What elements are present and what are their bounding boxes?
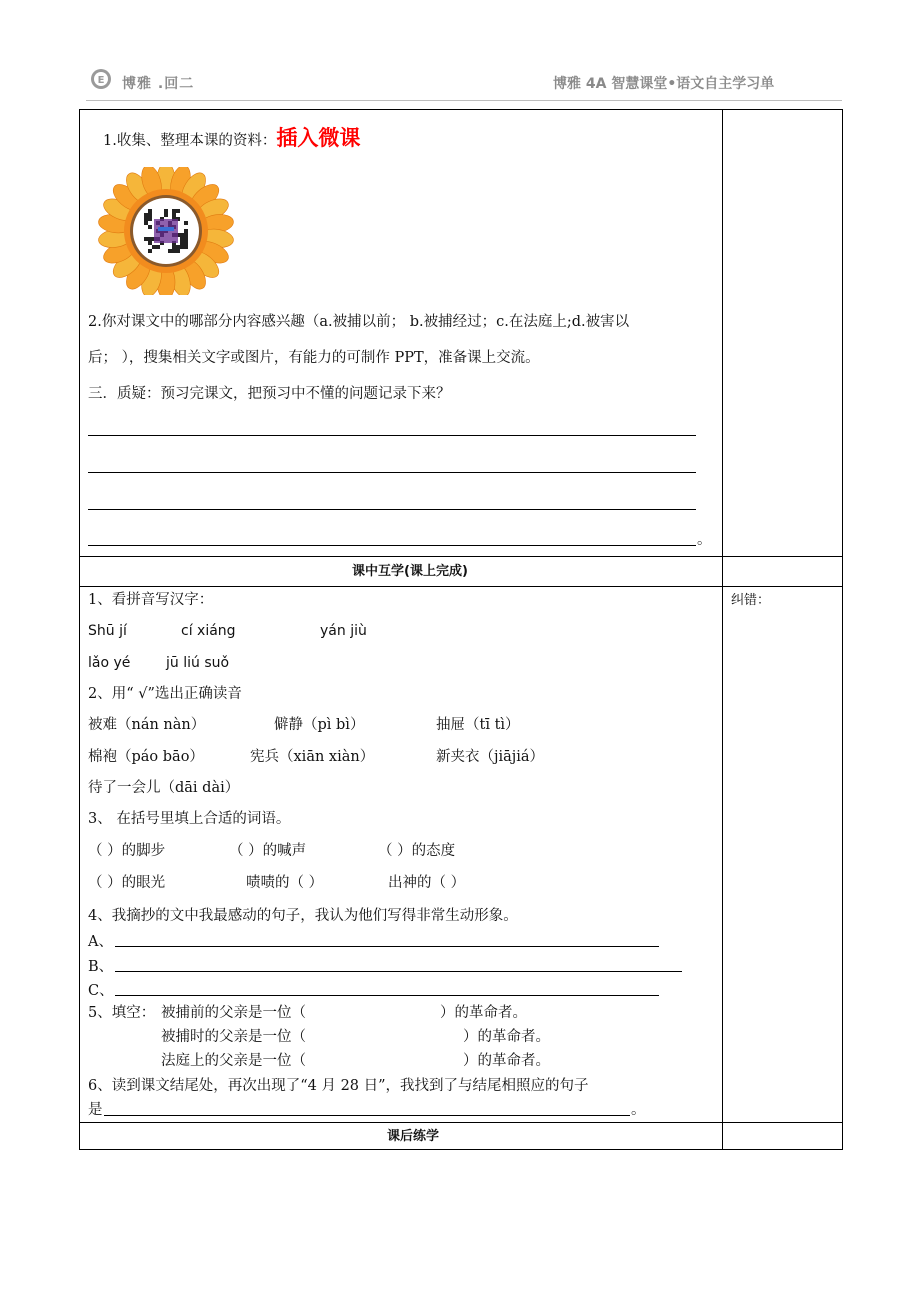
q1-title: 1、看拼音写汉字： bbox=[88, 592, 214, 608]
reading-choice[interactable]: 被难（nán nàn） bbox=[88, 717, 206, 733]
table-border-top bbox=[79, 109, 843, 110]
reading-choice[interactable]: 棉袍（páo bāo） bbox=[88, 749, 204, 765]
q5-line-start: 被捕前的父亲是一位（ bbox=[161, 1005, 306, 1021]
table-divider bbox=[79, 586, 843, 587]
item1-label: 1.收集、整理本课的资料： bbox=[103, 133, 277, 149]
q2-title: 2、用“ √”选出正确读音 bbox=[88, 686, 242, 702]
q4-label-a: A、 bbox=[88, 934, 113, 950]
prestudy-item1 bbox=[103, 126, 361, 150]
pinyin-item: lǎo yé bbox=[88, 655, 131, 671]
table-column-divider bbox=[722, 109, 723, 1150]
micro-lesson-qr-sunflower-icon[interactable] bbox=[94, 167, 238, 295]
header-rule bbox=[86, 100, 842, 101]
prestudy-item2-line1: 2.你对课文中的哪部分内容感兴趣（a.被捕以前； b.被捕经过；c.在法庭上;d.被害以 bbox=[88, 314, 630, 330]
answer-line[interactable] bbox=[88, 545, 696, 546]
table-divider bbox=[79, 1122, 843, 1123]
prestudy-item2-line2: 后； ），搜集相关文字或图片，有能力的可制作 PPT，准备课上交流。 bbox=[88, 350, 540, 366]
q4-title: 4、我摘抄的文中我最感动的句子，我认为他们写得非常生动形象。 bbox=[88, 908, 518, 924]
pinyin-item: cí xiáng bbox=[181, 623, 236, 639]
table-border-bottom bbox=[79, 1149, 843, 1150]
pinyin-item: jū liú suǒ bbox=[166, 655, 230, 671]
q5-line-start: 法庭上的父亲是一位（ bbox=[161, 1053, 306, 1069]
q5-prefix: 5、填空： bbox=[88, 1005, 156, 1021]
svg-text:E: E bbox=[97, 75, 105, 86]
fill-blank[interactable]: 出神的（ ） bbox=[388, 875, 466, 891]
q5-line-end: ）的革命者。 bbox=[440, 1005, 527, 1021]
q4-label-b: B、 bbox=[88, 959, 114, 975]
q5-line-start: 被捕时的父亲是一位（ bbox=[161, 1029, 306, 1045]
answer-line[interactable] bbox=[115, 946, 659, 947]
fill-blank[interactable]: （ ）的眼光 bbox=[88, 875, 166, 891]
micro-lesson-link[interactable]: 插入微课 bbox=[276, 126, 361, 150]
q5-line-end: ）的革命者。 bbox=[463, 1053, 550, 1069]
q3-title: 3、 在括号里填上合适的词语。 bbox=[88, 811, 291, 827]
inclass-heading: 课中互学(课上完成) bbox=[352, 564, 468, 579]
fill-blank[interactable]: （ ）的脚步 bbox=[88, 843, 166, 859]
fill-blank[interactable]: （ ）的态度 bbox=[378, 843, 456, 859]
table-border-right bbox=[842, 109, 843, 1150]
q6-line2-end: 。 bbox=[631, 1102, 646, 1118]
q6-line1: 6、读到课文结尾处，再次出现了“4 月 28 日”，我找到了与结尾相照应的句子 bbox=[88, 1078, 589, 1094]
answer-line[interactable] bbox=[88, 509, 696, 510]
reading-choice[interactable]: 新夹衣（jiājiá） bbox=[436, 749, 545, 765]
prestudy-item3: 三．质疑：预习完课文，把预习中不懂的问题记录下来？ bbox=[88, 386, 451, 402]
header-brand-text: 博雅 .回二 bbox=[122, 76, 195, 92]
q5-line-end: ）的革命者。 bbox=[463, 1029, 550, 1045]
answer-line[interactable] bbox=[88, 472, 696, 473]
table-border-left bbox=[79, 109, 80, 1150]
reading-choice[interactable]: 抽屉（tī tì） bbox=[436, 717, 520, 733]
end-mark: 。 bbox=[697, 532, 712, 548]
answer-line[interactable] bbox=[104, 1115, 630, 1116]
brand-logo-icon bbox=[90, 68, 112, 90]
fill-blank[interactable]: 啧啧的（ ） bbox=[246, 875, 324, 891]
q6-line2-start: 是 bbox=[88, 1102, 103, 1118]
q4-label-c: C、 bbox=[88, 983, 114, 999]
answer-line[interactable] bbox=[88, 435, 696, 436]
reading-choice[interactable]: 僻静（pì bì） bbox=[274, 717, 365, 733]
fill-blank[interactable]: （ ）的喊声 bbox=[229, 843, 307, 859]
afterclass-heading: 课后练学 bbox=[387, 1129, 440, 1144]
header-brand-block bbox=[88, 66, 288, 96]
pinyin-item: Shū jí bbox=[88, 623, 127, 639]
answer-line[interactable] bbox=[115, 971, 682, 972]
answer-line[interactable] bbox=[115, 995, 659, 996]
correction-label: 纠错： bbox=[731, 593, 771, 608]
header-title: 博雅 4A 智慧课堂•语文自主学习单 bbox=[553, 76, 775, 92]
reading-choice[interactable]: 宪兵（xiān xiàn） bbox=[250, 749, 375, 765]
reading-choice[interactable]: 待了一会儿（dāi dài） bbox=[88, 780, 240, 796]
pinyin-item: yán jiù bbox=[320, 623, 367, 639]
table-divider bbox=[79, 556, 843, 557]
